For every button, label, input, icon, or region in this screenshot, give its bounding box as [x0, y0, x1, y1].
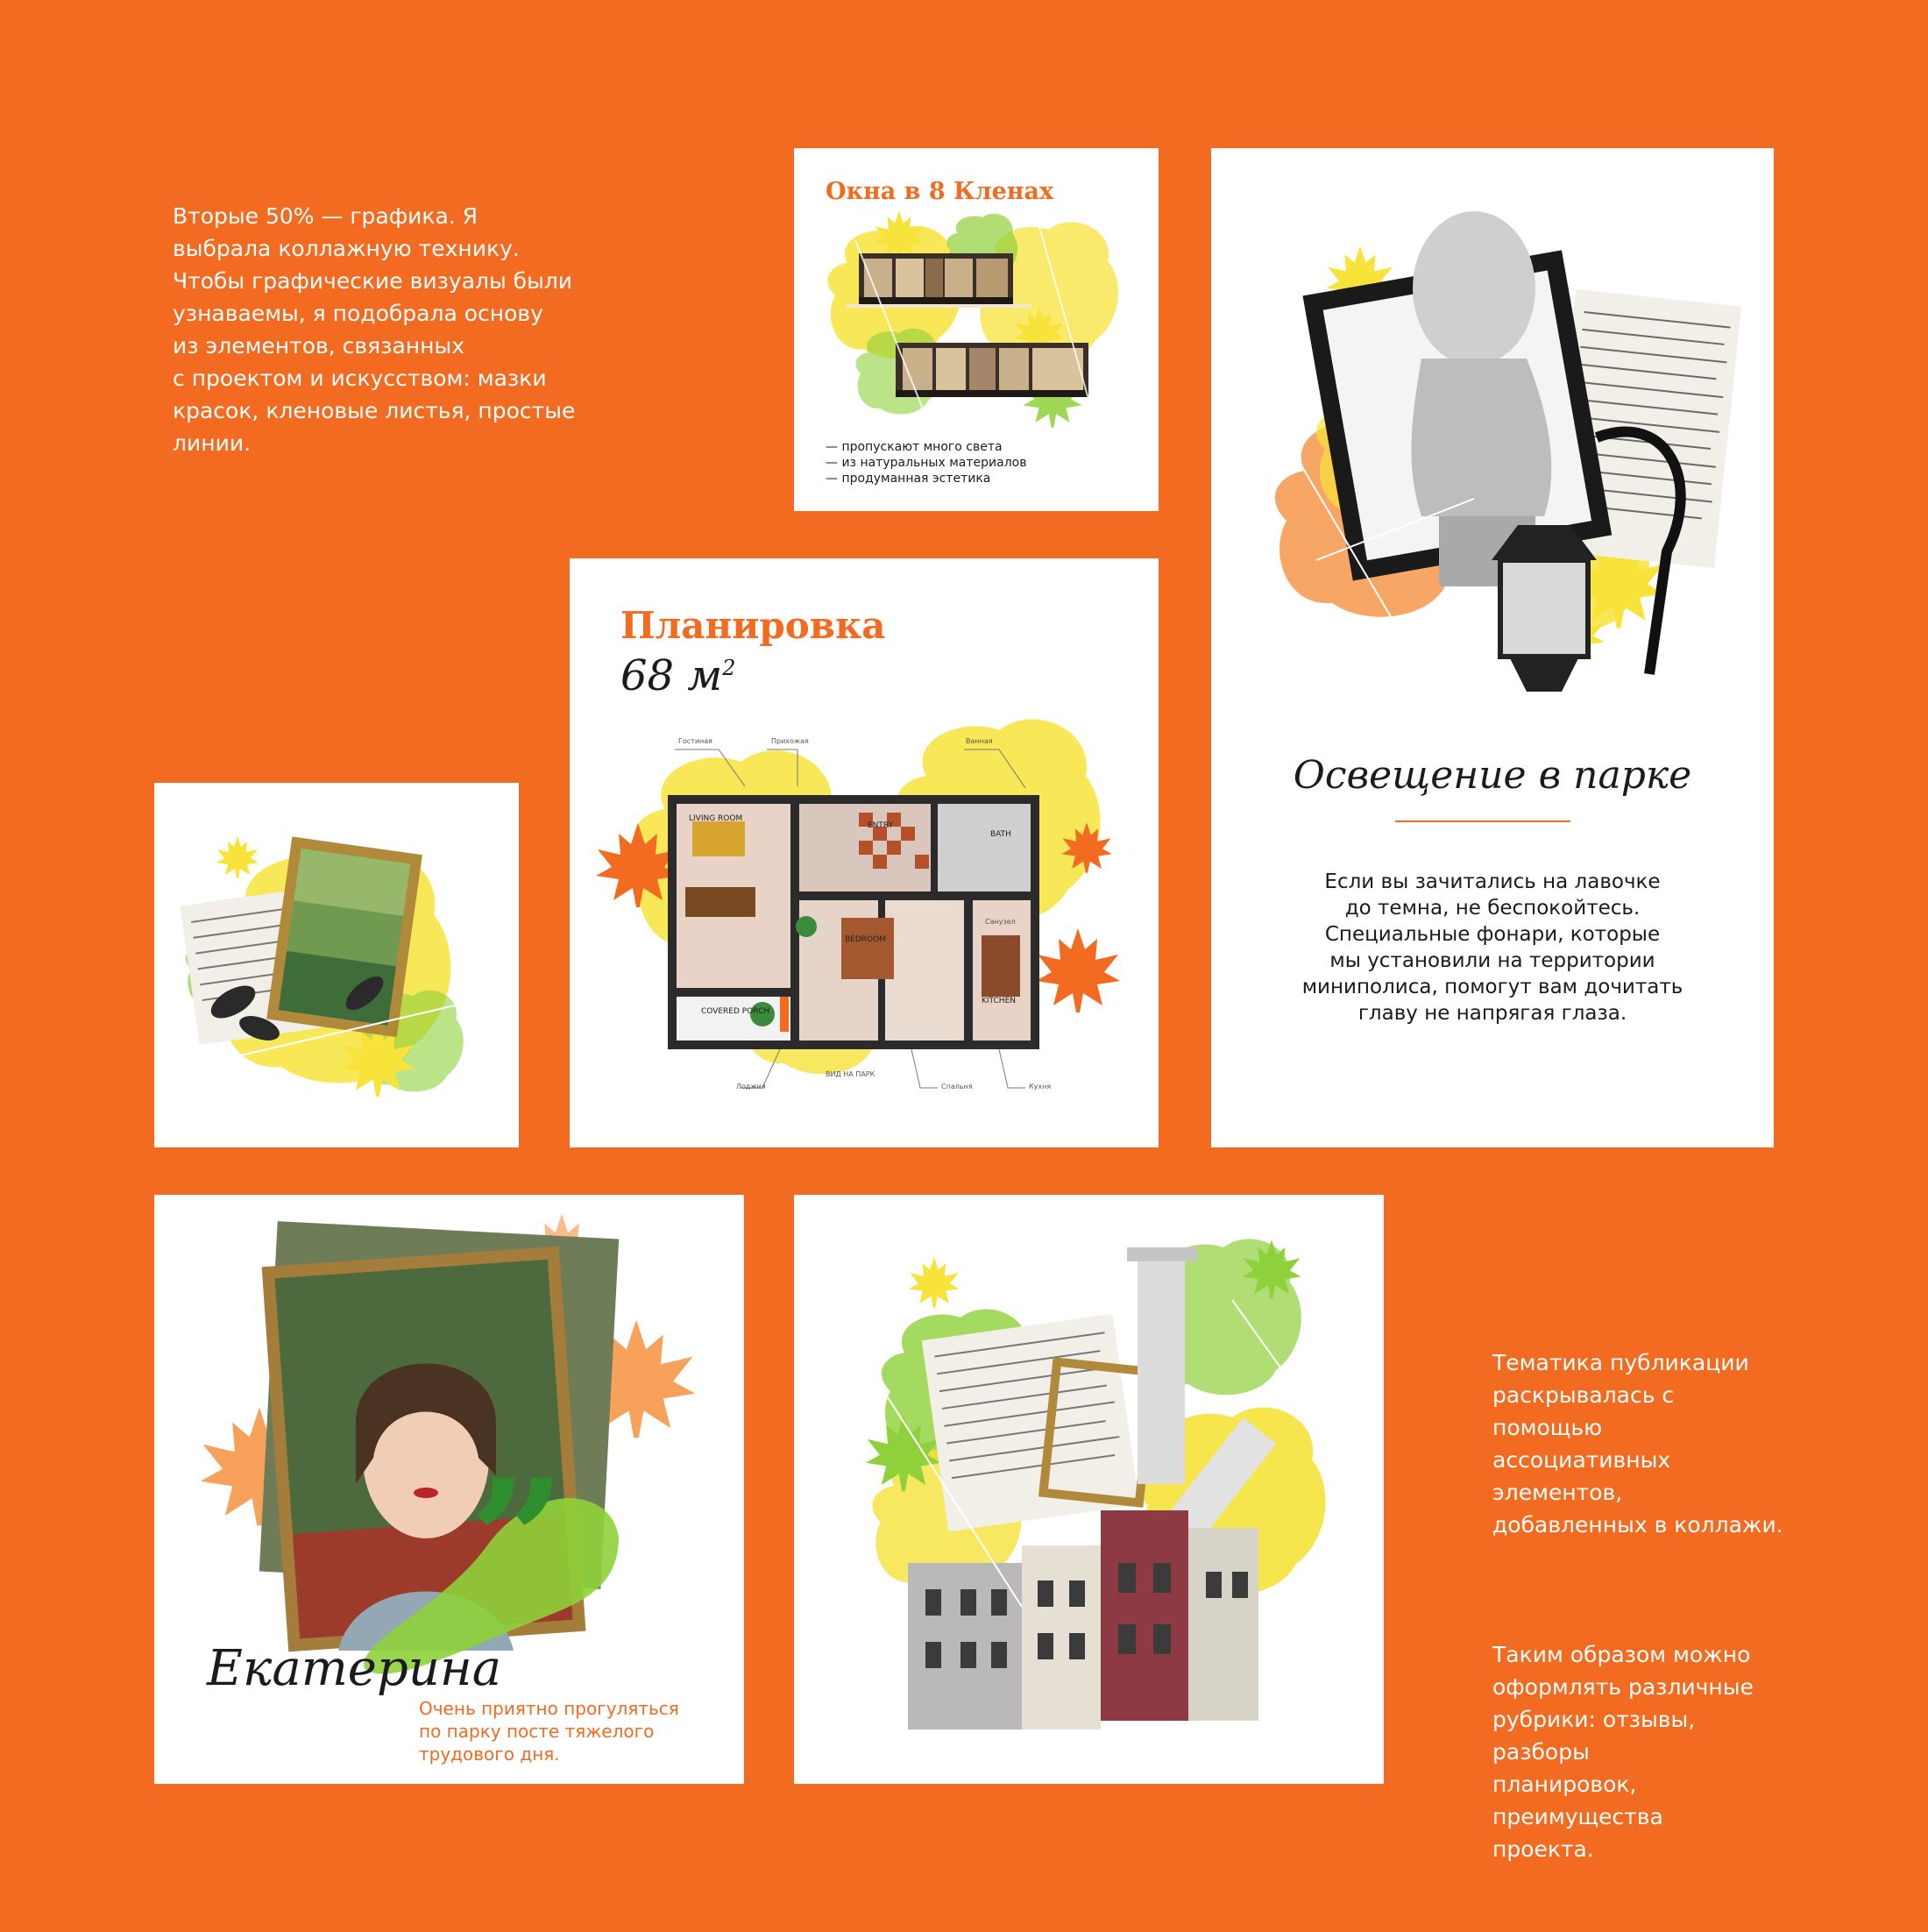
plan-title: Планировка: [620, 604, 886, 647]
plan-room-label: LIVING ROOM: [689, 814, 743, 823]
windows-bullets: [826, 439, 1026, 487]
intro-caption: Вторые 50% — графика. Я выбрала коллажную технику. Чтобы графические визуалы были узнаваемы, я подобрала основу из элементов, связанных с проектом и искусством: мазки красок, кленовые листья, простые линии.: [173, 203, 576, 456]
plan-card: [570, 558, 1159, 1147]
plan-callout: Ванная: [966, 737, 993, 745]
painting-collage: [154, 783, 519, 1147]
windows-title: Окна в 8 Кленах: [826, 178, 1054, 205]
plan-room-label: COVERED PORCH: [701, 1007, 770, 1016]
windows-bullet: — пропускают много света: [826, 440, 1003, 454]
plan-room-label: BEDROOM: [845, 935, 886, 944]
painting-card: [154, 783, 519, 1147]
lighting-card: [1211, 148, 1774, 1147]
plan-callout: Прихожая: [771, 737, 809, 745]
review-quote: Очень приятно прогуляться по парку посте тяжелого трудового дня.: [419, 1698, 679, 1765]
plan-room-label: ENTRY: [868, 821, 894, 830]
plan-callout: Гостиная: [678, 737, 712, 745]
reviewer-name: Екатерина: [207, 1640, 502, 1697]
plan-room-label: BATH: [990, 830, 1011, 839]
plan-callout: Санузел: [985, 918, 1016, 926]
lighting-body: Если вы зачитались на лавочке до темна, не беспокойтесь. Специальные фонари, которые мы установили на территории миниполиса, помогут вам дочитать главу не напрягая глаза.: [1301, 870, 1683, 1025]
windows-bullet: — из натуральных материалов: [826, 456, 1027, 470]
quote-mark: ”: [470, 1443, 566, 1638]
review-card: [154, 1195, 744, 1784]
outro-paragraph: Таким образом можно оформлять различные рубрики: отзывы, разборы планировок, преимущества проекта.: [1492, 1642, 1754, 1862]
plan-callout: Спальня: [941, 1083, 973, 1090]
windows-card: [794, 148, 1159, 511]
outro-paragraph: Тематика публикации раскрывалась с помощью ассоциативных элементов, добавленных в коллажи.: [1492, 1350, 1783, 1538]
architecture-collage: [794, 1195, 1384, 1784]
plan-area-value: 68 м: [620, 651, 723, 700]
plan-area-unit-sup: 2: [722, 656, 736, 680]
plan-area: [620, 651, 735, 700]
architecture-card: [794, 1195, 1384, 1784]
plan-room-label: KITCHEN: [982, 997, 1016, 1005]
plan-callout: Кухня: [1029, 1083, 1052, 1090]
windows-bullet: — продуманная эстетика: [826, 472, 991, 486]
plan-callout: ВИД НА ПАРК: [826, 1070, 875, 1078]
outro-caption: [1492, 1314, 1790, 1898]
lighting-title: Освещение в парке: [1293, 753, 1692, 798]
plan-callout: Лоджия: [736, 1083, 766, 1090]
